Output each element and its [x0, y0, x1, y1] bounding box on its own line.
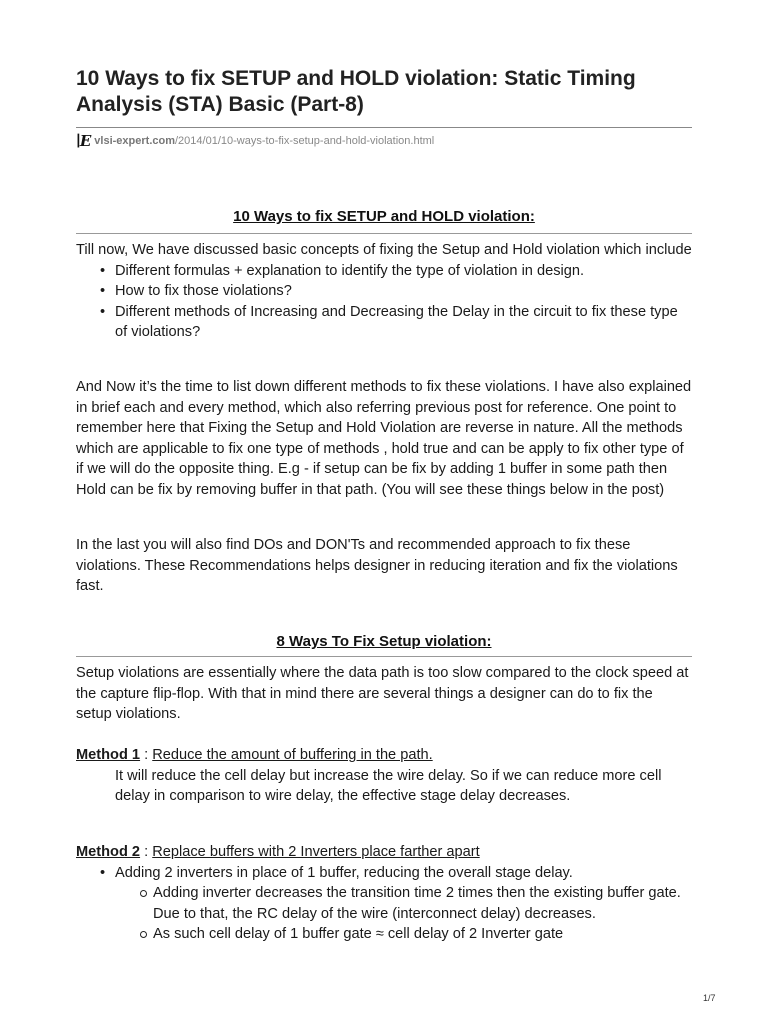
list-item: • Different formulas + explanation to identify the type of violation in design.	[115, 261, 692, 282]
intro-block	[76, 240, 692, 343]
list-item: • Different methods of Increasing and Decreasing the Delay in the circuit to fix these type of violations?	[115, 302, 692, 343]
site-logo-icon: ∣E	[76, 132, 91, 150]
document-title: 10 Ways to fix SETUP and HOLD violation: Static Timing Analysis (STA) Basic (Part-8)	[76, 67, 636, 116]
method-label: Method 1	[76, 747, 141, 763]
list-item-text: Adding 2 inverters in place of 1 buffer, reducing the overall stage delay.	[115, 864, 573, 881]
method-title: Reduce the amount of buffering in the path.	[152, 747, 433, 763]
method-2	[76, 842, 692, 945]
method-2-sublist	[115, 883, 692, 945]
method-title: Replace buffers with 2 Inverters place farther apart	[152, 844, 480, 860]
method-separator: :	[140, 747, 153, 763]
title-divider	[76, 127, 692, 128]
source-path-link[interactable]: /2014/01/10-ways-to-fix-setup-and-hold-violation.html	[175, 135, 435, 147]
page-number: 1/7	[703, 993, 716, 1003]
source-line	[76, 132, 434, 150]
method-separator: :	[140, 844, 153, 860]
method-2-heading	[76, 842, 692, 863]
methods-paragraph: And Now it’s the time to list down different methods to fix these violations. I have also explained in brief each and every method, which also referring previous post for reference. One point to remember here that Fixing the Setup and Hold Violation are reverse in nature. All the methods which are applicable to fix one type of methods , hold true and can be apply to fix other type of if we will do the opposite thing. E.g - if setup can be fix by adding 1 buffer in some path then Hold can be fix by removing buffer in that path. (You will see these things below in the post)	[76, 379, 692, 498]
method-2-bullet-list	[76, 863, 692, 945]
intro-paragraph: Till now, We have discussed basic concepts of fixing the Setup and Hold violation which include	[76, 242, 692, 258]
section-divider	[76, 656, 692, 657]
sub-list-item: As such cell delay of 1 buffer gate ≈ cell delay of 2 Inverter gate	[153, 924, 692, 945]
intro-bullet-list	[76, 261, 692, 343]
sub-list-item: Adding inverter decreases the transition time 2 times then the existing buffer gate. Due to that, the RC delay of the wire (interconnect delay) decreases.	[153, 883, 692, 924]
method-1	[76, 745, 692, 807]
method-label: Method 2	[76, 844, 141, 860]
method-1-heading	[76, 745, 692, 766]
list-item: • How to fix those violations?	[115, 281, 692, 302]
setup-paragraph: Setup violations are essentially where the data path is too slow compared to the clock speed at the capture flip-flop. With that in mind there are several things a designer can do to fix the setup violations.	[76, 665, 689, 722]
section-heading-ways: 10 Ways to fix SETUP and HOLD violation:	[233, 208, 535, 225]
section-heading-setup: 8 Ways To Fix Setup violation:	[276, 633, 492, 650]
method-1-body: It will reduce the cell delay but increase the wire delay. So if we can reduce more cell delay in comparison to wire delay, the effective stage delay decreases.	[115, 767, 662, 804]
section-divider	[76, 233, 692, 234]
dos-donts-paragraph: In the last you will also find DOs and DON'Ts and recommended approach to fix these violations. These Recommendations helps designer in reducing iteration and fix the violations fast.	[76, 537, 678, 594]
source-domain-link[interactable]: vlsi-expert.com	[94, 135, 175, 147]
list-item	[115, 863, 692, 945]
